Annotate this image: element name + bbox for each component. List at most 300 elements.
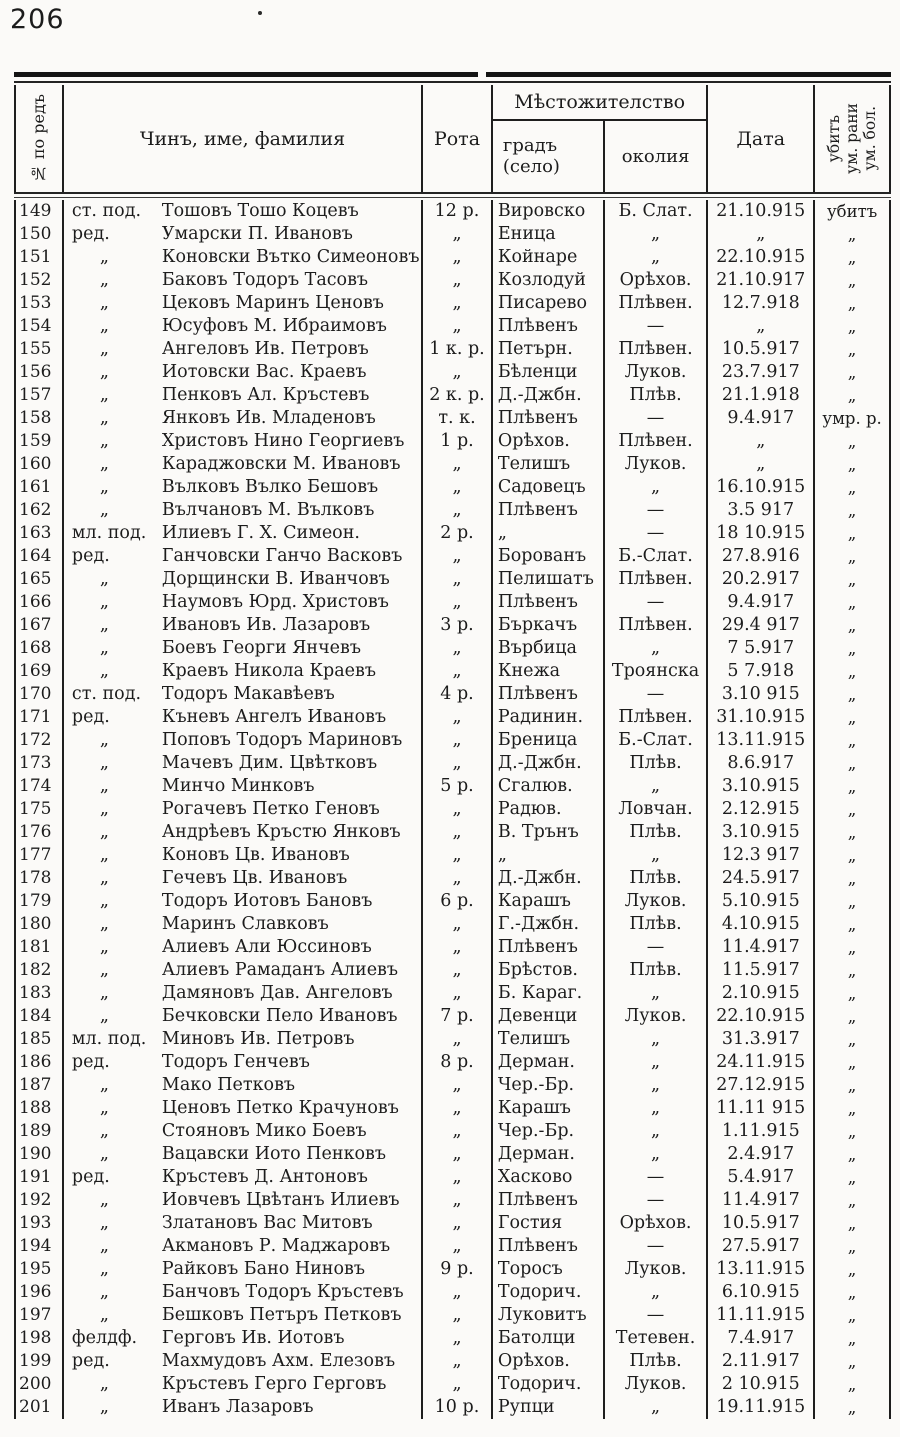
table-row (14, 246, 891, 269)
rank-label: „ (99, 592, 109, 612)
district-cell: Плѣвен. (605, 614, 709, 637)
table-row (14, 1143, 891, 1166)
city-cell: Писарево (493, 292, 605, 315)
name-cell (64, 706, 423, 729)
rank-label: „ (99, 1006, 109, 1026)
status-cell: „ (847, 1237, 857, 1256)
district-cell: — (605, 522, 709, 545)
person-name: Алиевъ Рамаданъ Алиевъ (161, 960, 399, 980)
person-name: Алиевъ Али Юссиновъ (161, 937, 372, 957)
company-cell: 1 р. (423, 430, 493, 453)
name-cell (64, 982, 423, 1005)
name-cell (64, 775, 423, 798)
row-number-cell: 191 (16, 1166, 64, 1189)
row-number-cell: 198 (16, 1327, 64, 1350)
date-cell: 29.4 917 (708, 614, 815, 637)
city-cell: Бъркачъ (493, 614, 605, 637)
city-cell: Орѣхов. (493, 430, 605, 453)
date-cell: 22.10.915 (708, 246, 815, 269)
date-cell: 12.7.918 (708, 292, 815, 315)
status-cell: „ (847, 1145, 857, 1164)
date-cell: 11.4.917 (708, 936, 815, 959)
name-cell (64, 384, 423, 407)
row-number-cell: 178 (16, 867, 64, 890)
district-cell: Плѣвен. (605, 430, 709, 453)
person-name: Дорщински В. Иванчовъ (161, 569, 390, 589)
company-cell: „ (423, 499, 493, 522)
district-cell: „ (605, 1120, 709, 1143)
district-cell: Плѣвен. (605, 338, 709, 361)
rank-label: „ (99, 270, 109, 290)
city-cell: Радюв. (493, 798, 605, 821)
status-cell: „ (847, 662, 857, 681)
header-date (708, 85, 815, 192)
district-cell: — (605, 499, 709, 522)
table-row (14, 775, 891, 798)
date-cell: 7.4.917 (708, 1327, 815, 1350)
rank-label: „ (99, 891, 109, 911)
status-cell: „ (847, 570, 857, 589)
company-cell: „ (423, 844, 493, 867)
city-cell: Д.-Джбн. (493, 752, 605, 775)
person-name: Стояновъ Мико Боевъ (161, 1121, 367, 1141)
person-name: Наумовъ Юрд. Христовъ (161, 592, 389, 612)
company-cell: „ (423, 1097, 493, 1120)
row-number-cell: 182 (16, 959, 64, 982)
city-cell: Телишъ (493, 1028, 605, 1051)
header-status-died-illness-label: ум. бол. (861, 106, 880, 171)
row-number-cell: 150 (16, 223, 64, 246)
status-cell: „ (847, 432, 857, 451)
date-cell: 2.11.917 (708, 1350, 815, 1373)
date-cell: 2.10.915 (708, 982, 815, 1005)
district-cell: — (605, 1166, 709, 1189)
date-cell: 11.11.915 (708, 1304, 815, 1327)
company-cell: „ (423, 821, 493, 844)
status-cell: „ (847, 386, 857, 405)
rank-label: „ (99, 753, 109, 773)
person-name: Боевъ Георги Янчевъ (161, 638, 361, 658)
city-cell: Д.-Джбн. (493, 384, 605, 407)
company-cell: 5 р. (423, 775, 493, 798)
date-cell: 3.10.915 (708, 821, 815, 844)
person-name: Кръстевъ Д. Антоновъ (161, 1167, 368, 1187)
rank-label: „ (99, 1190, 109, 1210)
date-cell: 11.4.917 (708, 1189, 815, 1212)
date-cell: 2.4.917 (708, 1143, 815, 1166)
date-cell: „ (708, 453, 815, 476)
status-cell: „ (847, 777, 857, 796)
person-name: Ивановъ Ив. Лазаровъ (161, 615, 371, 635)
rank-label: „ (99, 937, 109, 957)
district-cell: Б.-Слат. (605, 729, 709, 752)
district-cell: Плѣв. (605, 867, 709, 890)
page-number: 206 (10, 4, 65, 35)
district-cell: „ (605, 637, 709, 660)
header-status-killed-label: убитъ (824, 114, 843, 163)
company-cell: „ (423, 1143, 493, 1166)
name-cell (64, 246, 423, 269)
date-cell: 19.11.915 (708, 1396, 815, 1419)
rank-label: „ (99, 385, 109, 405)
company-cell: 10 р. (423, 1396, 493, 1419)
company-cell: „ (423, 706, 493, 729)
date-cell: 21.10.915 (708, 200, 815, 223)
person-name: Герговъ Ив. Иотовъ (161, 1328, 345, 1348)
district-cell: Плѣвен. (605, 292, 709, 315)
rank-label: „ (99, 799, 109, 819)
row-number-cell: 165 (16, 568, 64, 591)
date-cell: 10.5.917 (708, 338, 815, 361)
date-cell: „ (708, 315, 815, 338)
name-cell (64, 407, 423, 430)
rank-label: „ (99, 960, 109, 980)
rank-label: „ (99, 776, 109, 796)
row-number-cell: 171 (16, 706, 64, 729)
district-cell: Луков. (605, 1258, 709, 1281)
rank-label: „ (99, 316, 109, 336)
status-cell: „ (847, 1053, 857, 1072)
table-row (14, 1373, 891, 1396)
rank-label: „ (99, 247, 109, 267)
date-cell: 6.10.915 (708, 1281, 815, 1304)
table-row (14, 269, 891, 292)
company-cell: 9 р. (423, 1258, 493, 1281)
top-rule-left (14, 72, 478, 77)
person-name: Ангеловъ Ив. Петровъ (161, 339, 369, 359)
name-cell (64, 913, 423, 936)
row-number-cell: 157 (16, 384, 64, 407)
district-cell: „ (605, 1051, 709, 1074)
table-row (14, 292, 891, 315)
company-cell: „ (423, 1304, 493, 1327)
company-cell: „ (423, 936, 493, 959)
city-cell: Д.-Джбн. (493, 867, 605, 890)
person-name: Поповъ Тодоръ Мариновъ (161, 730, 403, 750)
date-cell: 4.10.915 (708, 913, 815, 936)
status-cell: „ (847, 616, 857, 635)
company-cell: „ (423, 269, 493, 292)
company-cell: „ (423, 1327, 493, 1350)
status-cell: „ (847, 938, 857, 957)
rank-label: „ (99, 661, 109, 681)
name-cell (64, 200, 423, 223)
name-cell (64, 1051, 423, 1074)
row-number-cell: 196 (16, 1281, 64, 1304)
status-cell: „ (847, 1076, 857, 1095)
city-cell: Девенци (493, 1005, 605, 1028)
name-cell (64, 1074, 423, 1097)
name-cell (64, 1005, 423, 1028)
row-number-cell: 156 (16, 361, 64, 384)
person-name: Иовчевъ Цвѣтанъ Илиевъ (161, 1190, 400, 1210)
rank-label: „ (99, 1305, 109, 1325)
rank-label: ред. (71, 224, 110, 244)
table-row (14, 1028, 891, 1051)
header-city-label: градъ (село) (502, 134, 560, 177)
table-row (14, 568, 891, 591)
company-cell: „ (423, 913, 493, 936)
status-cell: „ (847, 294, 857, 313)
status-cell: „ (847, 915, 857, 934)
status-cell: „ (847, 593, 857, 612)
city-cell: Плѣвенъ (493, 591, 605, 614)
person-name: Махмудовъ Ахм. Елезовъ (161, 1351, 396, 1371)
rank-label: „ (99, 845, 109, 865)
status-cell: „ (847, 478, 857, 497)
rank-label: „ (99, 822, 109, 842)
status-cell: „ (847, 984, 857, 1003)
name-cell (64, 683, 423, 706)
status-cell: „ (847, 754, 857, 773)
city-cell: Еница (493, 223, 605, 246)
table-row (14, 1189, 891, 1212)
rank-label: „ (99, 477, 109, 497)
status-cell: „ (847, 1030, 857, 1049)
company-cell: „ (423, 1373, 493, 1396)
district-cell: — (605, 936, 709, 959)
status-cell: „ (847, 317, 857, 336)
row-number-cell: 172 (16, 729, 64, 752)
table-row (14, 1074, 891, 1097)
person-name: Коновски Вътко Симеоновъ (161, 247, 420, 267)
row-number-cell: 174 (16, 775, 64, 798)
person-name: Христовъ Нино Георгиевъ (161, 431, 405, 451)
district-cell: — (605, 683, 709, 706)
date-cell: 23.7.917 (708, 361, 815, 384)
rank-label: ст. под. (71, 684, 142, 704)
person-name: Иотовски Вас. Краевъ (161, 362, 367, 382)
name-cell (64, 223, 423, 246)
name-cell (64, 338, 423, 361)
name-cell (64, 315, 423, 338)
district-cell: Орѣхов. (605, 269, 709, 292)
city-cell: Дерман. (493, 1143, 605, 1166)
name-cell (64, 568, 423, 591)
district-cell: Луков. (605, 1005, 709, 1028)
company-cell: „ (423, 1166, 493, 1189)
rank-label: „ (99, 408, 109, 428)
district-cell: Плѣв. (605, 384, 709, 407)
table-row (14, 913, 891, 936)
district-cell: Б. Слат. (605, 200, 709, 223)
city-cell: „ (493, 522, 605, 545)
company-cell: „ (423, 361, 493, 384)
row-number-cell: 166 (16, 591, 64, 614)
status-cell: „ (847, 1375, 857, 1394)
ink-speck (258, 11, 262, 15)
rank-label: „ (99, 1098, 109, 1118)
row-number-cell: 199 (16, 1350, 64, 1373)
date-cell: 3.10 915 (708, 683, 815, 706)
date-cell: 27.12.915 (708, 1074, 815, 1097)
row-number-cell: 188 (16, 1097, 64, 1120)
date-cell: 11.11 915 (708, 1097, 815, 1120)
rank-label: ст. под. (71, 201, 142, 221)
table-header (14, 85, 891, 192)
person-name: Ганчовски Ганчо Васковъ (161, 546, 403, 566)
district-cell: Луков. (605, 453, 709, 476)
rank-label: „ (99, 1144, 109, 1164)
rank-label: „ (99, 1374, 109, 1394)
table-row (14, 1258, 891, 1281)
table-row (14, 453, 891, 476)
company-cell: „ (423, 637, 493, 660)
name-cell (64, 867, 423, 890)
rank-label: ред. (71, 546, 110, 566)
status-cell: „ (847, 869, 857, 888)
table-row (14, 614, 891, 637)
city-cell: Плѣвенъ (493, 1235, 605, 1258)
row-number-cell: 170 (16, 683, 64, 706)
rank-label: „ (99, 569, 109, 589)
city-cell: Чер.-Бр. (493, 1074, 605, 1097)
status-cell: „ (847, 1191, 857, 1210)
city-cell: Тодорич. (493, 1373, 605, 1396)
rank-label: „ (99, 1236, 109, 1256)
header-separator-line (14, 192, 891, 194)
row-number-cell: 181 (16, 936, 64, 959)
city-cell: Гостия (493, 1212, 605, 1235)
date-cell: 22.10.915 (708, 1005, 815, 1028)
rank-label: „ (99, 454, 109, 474)
row-number-cell: 164 (16, 545, 64, 568)
city-cell: Рупци (493, 1396, 605, 1419)
row-number-cell: 195 (16, 1258, 64, 1281)
row-number-cell: 187 (16, 1074, 64, 1097)
name-cell (64, 269, 423, 292)
date-cell: 21.1.918 (708, 384, 815, 407)
row-number-cell: 192 (16, 1189, 64, 1212)
name-cell (64, 844, 423, 867)
row-number-cell: 149 (16, 200, 64, 223)
row-number-cell: 160 (16, 453, 64, 476)
district-cell: Б.-Слат. (605, 545, 709, 568)
table-row (14, 798, 891, 821)
district-cell: Луков. (605, 890, 709, 913)
date-cell: 1.11.915 (708, 1120, 815, 1143)
row-number-cell: 168 (16, 637, 64, 660)
date-cell: 21.10.917 (708, 269, 815, 292)
status-cell: „ (847, 1122, 857, 1141)
table-row (14, 660, 891, 683)
city-cell: В. Трънъ (493, 821, 605, 844)
person-name: Караджовски М. Ивановъ (161, 454, 401, 474)
name-cell (64, 476, 423, 499)
status-cell: „ (847, 271, 857, 290)
district-cell: „ (605, 1074, 709, 1097)
row-number-cell: 155 (16, 338, 64, 361)
district-cell: Плѣвен. (605, 568, 709, 591)
date-cell: 9.4.917 (708, 407, 815, 430)
date-cell: 5 7.918 (708, 660, 815, 683)
table-row (14, 1212, 891, 1235)
name-cell (64, 1143, 423, 1166)
row-number-cell: 163 (16, 522, 64, 545)
rank-label: мл. под. (71, 1029, 147, 1049)
city-cell: Кнежа (493, 660, 605, 683)
person-name: Мачевъ Дим. Цвѣтковъ (161, 753, 378, 773)
row-number-cell: 180 (16, 913, 64, 936)
district-cell: Плѣв. (605, 1350, 709, 1373)
name-cell (64, 1258, 423, 1281)
table-row (14, 522, 891, 545)
rank-label: „ (99, 1259, 109, 1279)
company-cell: „ (423, 568, 493, 591)
rank-label: „ (99, 293, 109, 313)
rank-label: „ (99, 1282, 109, 1302)
person-name: Райковъ Бано Ниновъ (161, 1259, 365, 1279)
table-row (14, 338, 891, 361)
table-row (14, 959, 891, 982)
date-cell: 9.4.917 (708, 591, 815, 614)
district-cell: „ (605, 476, 709, 499)
company-cell: „ (423, 660, 493, 683)
city-cell: Плѣвенъ (493, 936, 605, 959)
status-cell: „ (847, 1260, 857, 1279)
status-cell: „ (847, 501, 857, 520)
name-cell (64, 959, 423, 982)
district-cell: „ (605, 1143, 709, 1166)
person-name: Банчовъ Тодоръ Кръстевъ (161, 1282, 404, 1302)
table-row (14, 407, 891, 430)
table-row (14, 1396, 891, 1419)
city-cell: Борованъ (493, 545, 605, 568)
person-name: Акмановъ Р. Маджаровъ (161, 1236, 391, 1256)
district-cell: Троянска (605, 660, 709, 683)
name-cell (64, 1166, 423, 1189)
rank-label: „ (99, 730, 109, 750)
status-cell: „ (847, 1352, 857, 1371)
rank-label: ред. (71, 1052, 110, 1072)
company-cell: „ (423, 591, 493, 614)
rank-label: „ (99, 339, 109, 359)
district-cell: — (605, 1235, 709, 1258)
person-name: Дамяновъ Дав. Ангеловъ (161, 983, 393, 1003)
name-cell (64, 1327, 423, 1350)
city-cell: Орѣхов. (493, 1350, 605, 1373)
row-number-cell: 183 (16, 982, 64, 1005)
name-cell (64, 660, 423, 683)
row-number-cell: 162 (16, 499, 64, 522)
status-cell: „ (847, 1007, 857, 1026)
name-cell (64, 361, 423, 384)
person-name: Тодоръ Иотовъ Бановъ (161, 891, 373, 911)
company-cell: „ (423, 1350, 493, 1373)
table-row (14, 384, 891, 407)
city-cell: Бѣленци (493, 361, 605, 384)
row-number-cell: 159 (16, 430, 64, 453)
rank-label: „ (99, 914, 109, 934)
status-cell: „ (847, 225, 857, 244)
status-cell: „ (847, 1214, 857, 1233)
row-number-cell: 179 (16, 890, 64, 913)
company-cell: 4 р. (423, 683, 493, 706)
status-cell: „ (847, 731, 857, 750)
person-name: Иванъ Лазаровъ (161, 1397, 314, 1417)
table-row (14, 545, 891, 568)
name-cell (64, 453, 423, 476)
district-cell: „ (605, 223, 709, 246)
status-cell: „ (847, 800, 857, 819)
row-number-cell: 186 (16, 1051, 64, 1074)
rank-label: „ (99, 615, 109, 635)
person-name: Мако Петковъ (161, 1075, 296, 1095)
rank-label: „ (99, 1213, 109, 1233)
header-residence-sub (493, 121, 707, 192)
city-cell: Радинин. (493, 706, 605, 729)
district-cell: — (605, 1189, 709, 1212)
